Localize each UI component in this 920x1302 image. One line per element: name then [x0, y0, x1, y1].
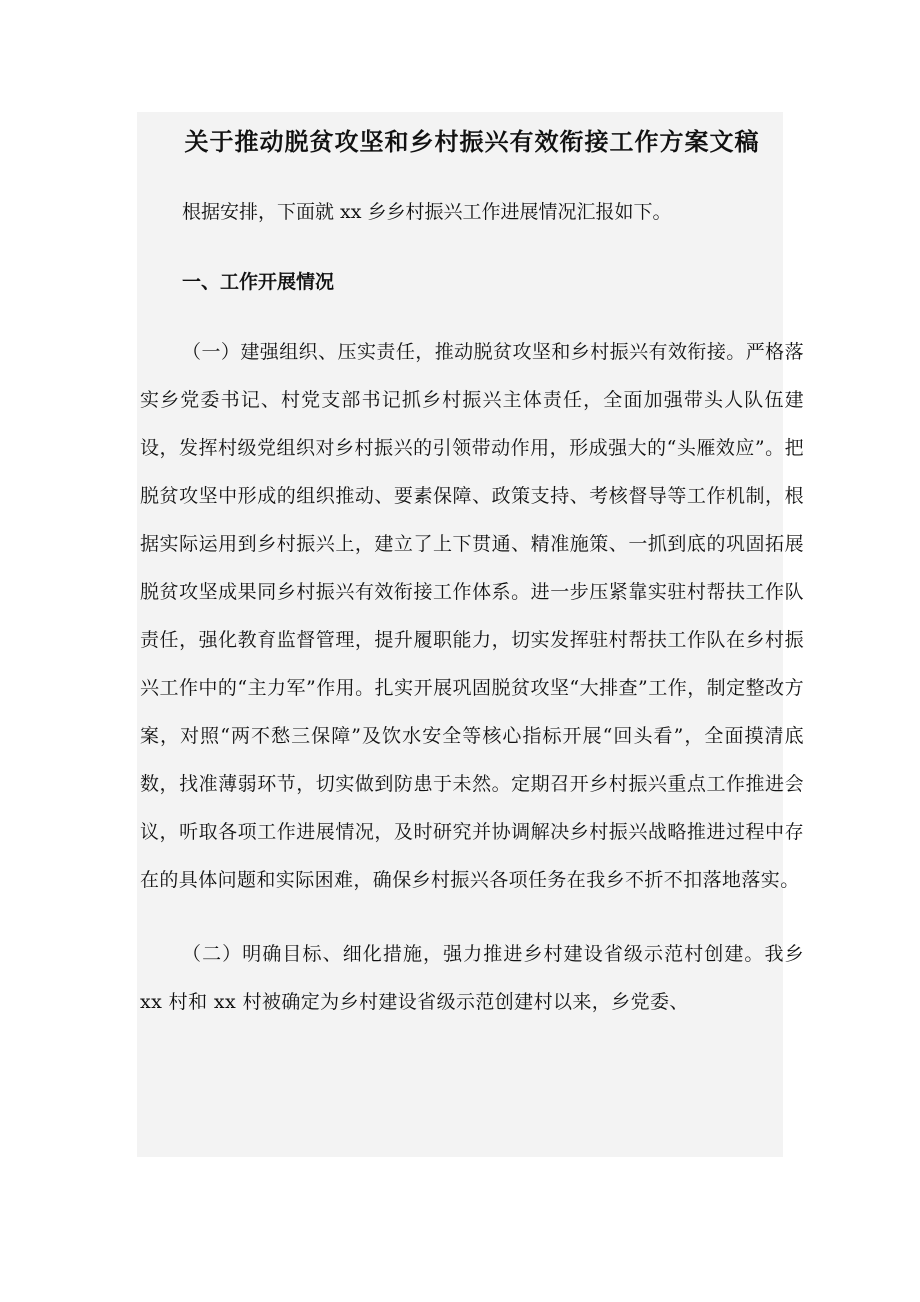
document-title: 关于推动脱贫攻坚和乡村振兴有效衔接工作方案文稿 — [184, 127, 760, 156]
body-paragraph-1: （一）建强组织、压实责任，推动脱贫攻坚和乡村振兴有效衔接。严格落实乡党委书记、村党支部书记抓乡村振兴主体责任，全面加强带头人队伍建设，发挥村级党组织对乡村振兴的引领带动作用，形成强大的“头雁效应”。把脱贫攻坚中形成的组织推动、要素保障、政策支持、考核督导等工作机制，根据实际运用到乡村振兴上，建立了上下贯通、精准施策、一抓到底的巩固拓展脱贫攻坚成果同乡村振兴有效衔接工作体系。进一步压紧靠实驻村帮扶工作队责任，强化教育监督管理，提升履职能力，切实发挥驻村帮扶工作队在乡村振兴工作中的“主力军”作用。扎实开展巩固脱贫攻坚“大排查”工作，制定整改方案，对照“两不愁三保障”及饮水安全等核心指标开展“回头看”，全面摸清底数，找准薄弱环节，切实做到防患于未然。定期召开乡村振兴重点工作推进会议，听取各项工作进展情况，及时研究并协调解决乡村振兴战略推进过程中存在的具体问题和实际困难，确保乡村振兴各项任务在我乡不折不扣落地落实。 — [140, 341, 804, 891]
document-body — [140, 112, 804, 1026]
intro-paragraph: 根据安排，下面就 xx 乡乡村振兴工作进展情况汇报如下。 — [182, 201, 672, 223]
section-heading: 一、工作开展情况 — [182, 271, 335, 293]
body-paragraph-2: （二）明确目标、细化措施，强力推进乡村建设省级示范村创建。我乡 xx 村和 xx 村被确定为乡村建设省级示范创建村以来，乡党委、 — [140, 943, 804, 1013]
